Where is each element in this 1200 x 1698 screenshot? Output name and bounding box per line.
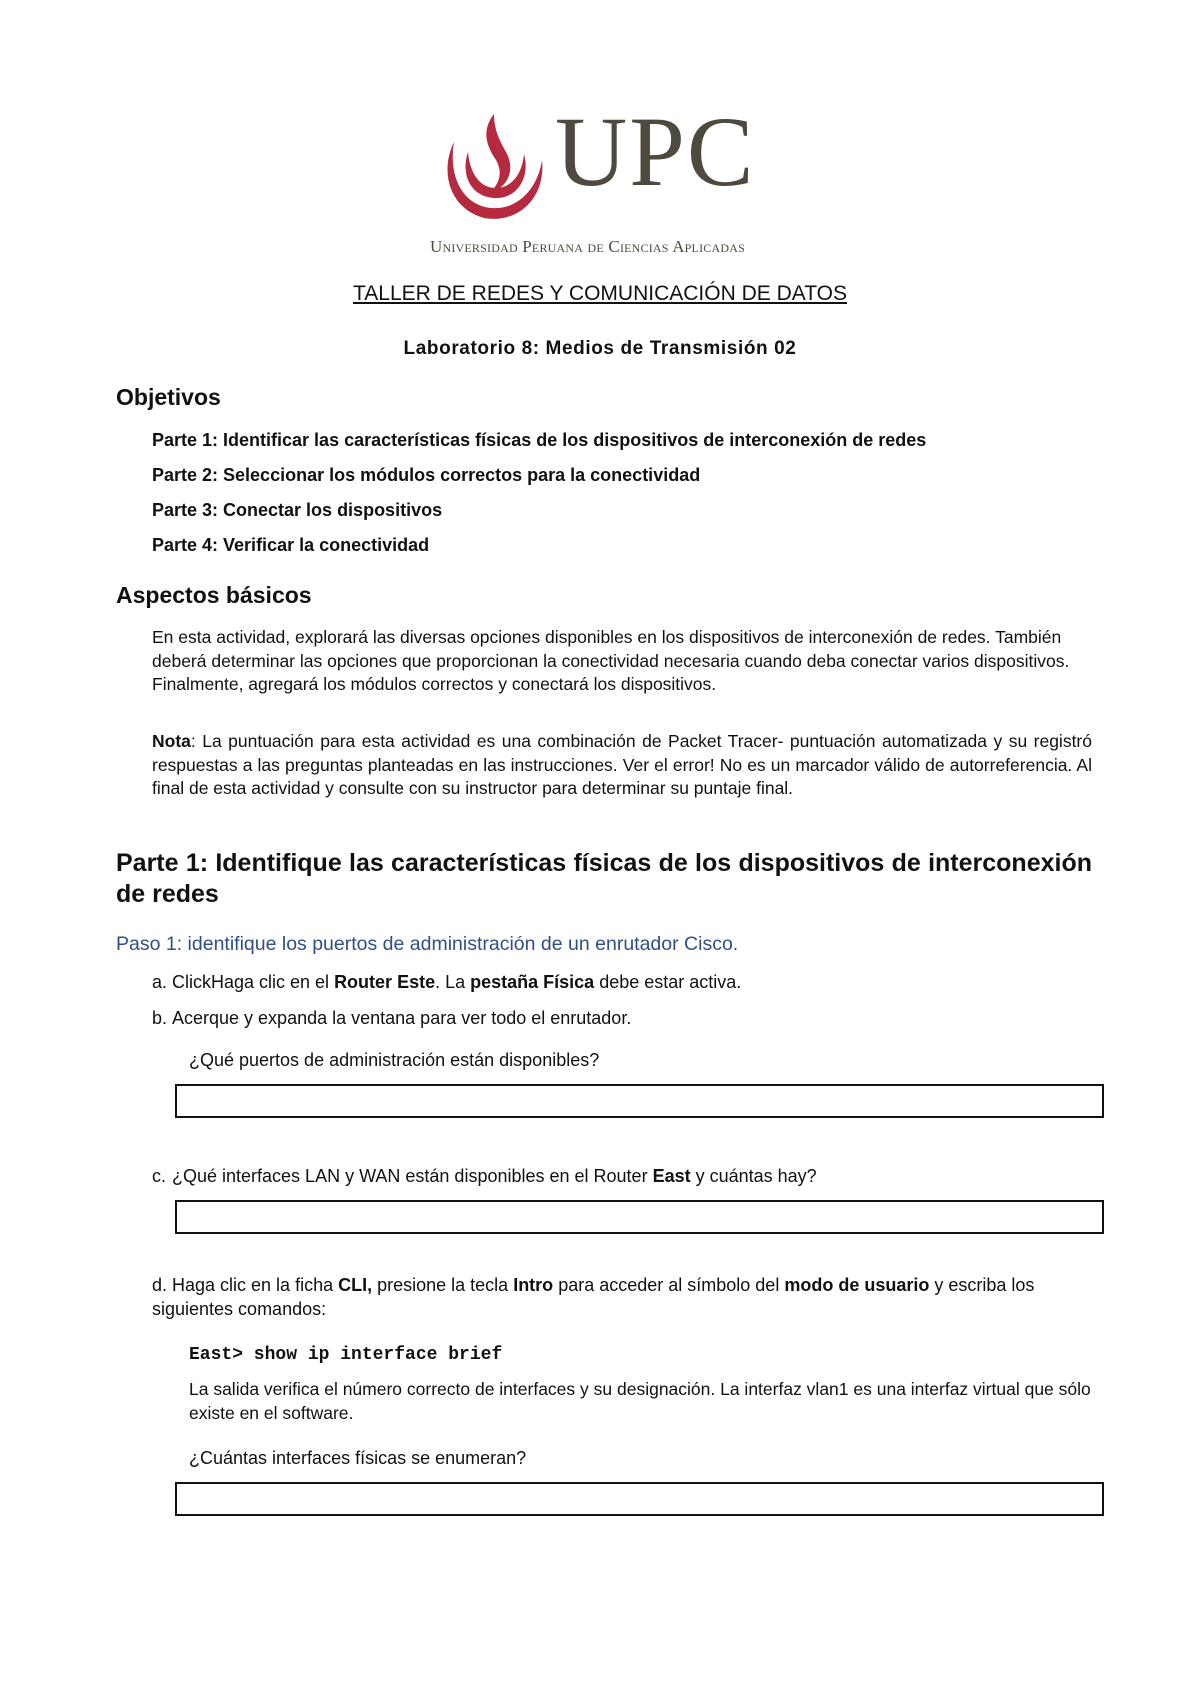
- text-run: Acerque y expanda la ventana para ver todo el enrutador.: [172, 1008, 632, 1028]
- aspectos-heading: Aspectos básicos: [116, 582, 312, 608]
- upc-logo: [430, 96, 778, 262]
- objetivos-heading: Objetivos: [116, 384, 221, 410]
- item-label: c.: [152, 1166, 167, 1186]
- answer-box-lan-wan[interactable]: [175, 1200, 1104, 1234]
- text-run: ClickHaga clic en el: [172, 972, 335, 992]
- item-label: a.: [152, 972, 168, 992]
- objective-item: Parte 1: Identificar las características físicas de los dispositivos de interconexión de redes: [152, 430, 927, 450]
- bold-run: Router Este: [334, 972, 436, 992]
- text-run: y cuántas hay?: [690, 1166, 817, 1186]
- objective-item: Parte 3: Conectar los dispositivos: [152, 500, 443, 520]
- paso1-heading: Paso 1: identifique los puertos de administración de un enrutador Cisco.: [116, 933, 739, 955]
- text-run: debe estar activa.: [594, 972, 742, 992]
- lab-subtitle: Laboratorio 8: Medios de Transmisión 02: [403, 338, 797, 359]
- instruction-a: [152, 972, 741, 993]
- bold-run: CLI,: [338, 1275, 373, 1295]
- nota-paragraph: [152, 730, 1092, 801]
- text-run: ¿Qué interfaces LAN y WAN están disponibles en el Router: [172, 1166, 653, 1186]
- logo-university-name: Universidad Peruana de Ciencias Aplicadas: [430, 237, 745, 256]
- parte1-heading: Parte 1: Identifique las características físicas de los dispositivos de interconexión de redes: [116, 849, 1092, 908]
- upc-flame-emblem-icon: [438, 112, 550, 224]
- cli-command: East> show ip interface brief: [189, 1345, 503, 1365]
- text-run: presione la tecla: [372, 1275, 514, 1295]
- question-management-ports: ¿Qué puertos de administración están disponibles?: [189, 1050, 600, 1070]
- bold-run: Intro: [513, 1275, 554, 1295]
- output-explanation: La salida verifica el número correcto de interfaces y su designación. La interfaz vlan1 es una interfaz virtual que sólo existe en el software.: [189, 1379, 1091, 1423]
- text-run: y escriba los siguientes comandos:: [152, 1275, 1035, 1319]
- item-label: d.: [152, 1275, 168, 1295]
- objective-item: Parte 2: Seleccionar los módulos correctos para la conectividad: [152, 465, 701, 485]
- bold-run: pestaña Física: [470, 972, 595, 992]
- instruction-d: [152, 1274, 1092, 1321]
- objective-item: Parte 4: Verificar la conectividad: [152, 535, 430, 555]
- logo-wordmark: UPC: [555, 96, 756, 207]
- nota-text: : La puntuación para esta actividad es una combinación de Packet Tracer- puntuación automatizada y su registró respuestas a las preguntas planteadas en las instrucciones. Ver el error! No es un marcador válido de autorreferencia. Al final de esta actividad y consulte con su instructor para determinar su puntaje final.: [152, 731, 1092, 798]
- answer-box-management-ports[interactable]: [175, 1084, 1104, 1118]
- instruction-b: [152, 1008, 631, 1029]
- bold-run: East: [652, 1166, 691, 1186]
- nota-label: Nota: [152, 731, 191, 751]
- document-title: TALLER DE REDES Y COMUNICACIÓN DE DATOS: [353, 282, 847, 305]
- text-run: Haga clic en la ficha: [172, 1275, 339, 1295]
- answer-box-physical-interfaces[interactable]: [175, 1482, 1104, 1516]
- bold-run: modo de usuario: [784, 1275, 930, 1295]
- text-run: para acceder al símbolo del: [553, 1275, 785, 1295]
- question-physical-interfaces: ¿Cuántas interfaces físicas se enumeran?: [189, 1448, 527, 1468]
- instruction-c: [152, 1166, 817, 1187]
- text-run: . La: [435, 972, 471, 992]
- aspectos-paragraph: En esta actividad, explorará las diversas opciones disponibles en los dispositivos de interconexión de redes. También deberá determinar las opciones que proporcionan la conectividad necesaria cuando deba conectar varios dispositivos. Finalmente, agregará los módulos correctos y conectará los dispositivos.: [152, 627, 1070, 694]
- item-label: b.: [152, 1008, 168, 1028]
